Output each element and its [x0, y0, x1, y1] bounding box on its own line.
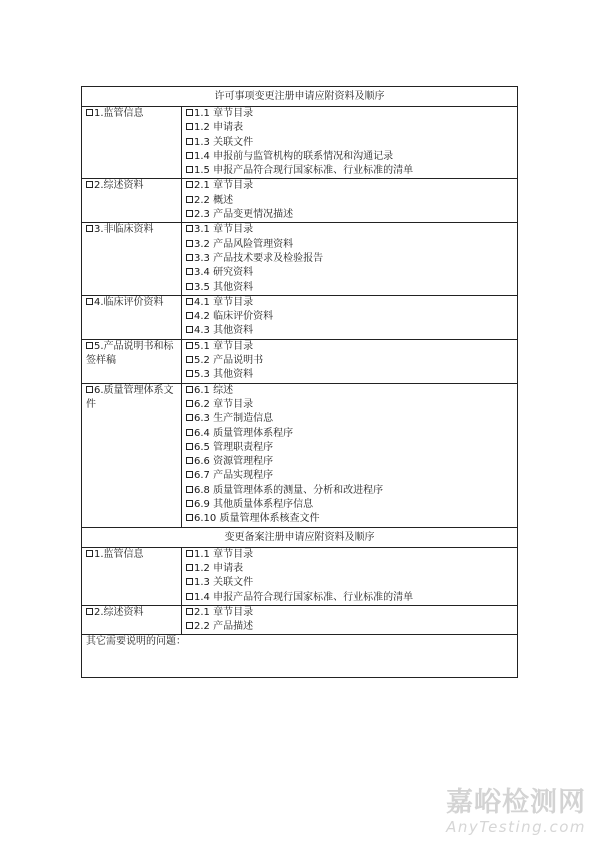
- category-cell: [82, 547, 182, 605]
- checkbox-icon[interactable]: [186, 181, 193, 188]
- checkbox-icon[interactable]: [186, 370, 193, 377]
- checklist-item[interactable]: [186, 548, 513, 562]
- checklist-item-label: 1.2 申请表: [194, 122, 244, 134]
- checklist-item-label: 6.3 生产制造信息: [194, 413, 274, 425]
- checkbox-icon[interactable]: [186, 254, 193, 261]
- checklist-item[interactable]: [186, 223, 513, 237]
- checkbox-icon[interactable]: [86, 298, 93, 305]
- items-cell: [182, 295, 518, 339]
- checkbox-icon[interactable]: [186, 400, 193, 407]
- checklist-item[interactable]: [186, 252, 513, 266]
- checklist-item[interactable]: [186, 136, 513, 150]
- checklist-item-label: 2.1 章节目录: [194, 180, 254, 192]
- checklist-item-label: 5.1 章节目录: [194, 340, 254, 352]
- checklist-item[interactable]: [186, 121, 513, 135]
- category-label: 6.质量管理体系文件: [86, 384, 174, 410]
- category-row: [82, 339, 518, 383]
- checkbox-icon[interactable]: [186, 268, 193, 275]
- checklist-item-label: 1.3 关联文件: [194, 136, 254, 148]
- section-title: 变更备案注册申请应附资料及顺序: [82, 527, 518, 547]
- other-issues-row: [82, 635, 518, 678]
- watermark: [446, 788, 586, 836]
- checkbox-icon[interactable]: [86, 342, 93, 349]
- checkbox-icon[interactable]: [186, 471, 193, 478]
- checklist-item-label: 3.2 产品风险管理资料: [194, 238, 294, 250]
- checklist-item[interactable]: [186, 368, 513, 382]
- checkbox-icon[interactable]: [186, 342, 193, 349]
- checklist-item-label: 5.2 产品说明书: [194, 355, 264, 367]
- checkbox-icon[interactable]: [186, 240, 193, 247]
- category-label: 5.产品说明书和标签样稿: [86, 340, 174, 367]
- checkbox-icon[interactable]: [186, 326, 193, 333]
- checkbox-icon[interactable]: [186, 578, 193, 585]
- checklist-item-label: 1.5 申报产品符合现行国家标准、行业标准的清单: [194, 165, 414, 177]
- checklist-item-label: 6.2 章节目录: [194, 398, 254, 410]
- checklist-item-label: 6.5 管理职责程序: [194, 441, 274, 453]
- category-label: 1.监管信息: [94, 548, 144, 560]
- checklist-item[interactable]: [186, 310, 513, 324]
- checkbox-icon[interactable]: [86, 550, 93, 557]
- checklist-item-label: 1.2 申请表: [194, 562, 244, 574]
- category-label: 4.临床评价资料: [94, 296, 164, 308]
- checklist-item-label: 6.4 质量管理体系程序: [194, 427, 294, 439]
- category-label: 2.综述资料: [94, 180, 144, 192]
- category-row: [82, 383, 518, 527]
- checkbox-icon[interactable]: [186, 429, 193, 436]
- checkbox-icon[interactable]: [186, 457, 193, 464]
- checkbox-icon[interactable]: [186, 414, 193, 421]
- checkbox-icon[interactable]: [186, 550, 193, 557]
- checklist-item[interactable]: [186, 384, 513, 398]
- checklist-item-label: 6.8 质量管理体系的测量、分析和改进程序: [194, 484, 384, 496]
- category-row: [82, 605, 518, 635]
- checklist-item[interactable]: [186, 179, 513, 193]
- checkbox-icon[interactable]: [186, 283, 193, 290]
- checklist-item-label: 3.4 研究资料: [194, 267, 254, 279]
- checkbox-icon[interactable]: [86, 181, 93, 188]
- category-cell: [82, 295, 182, 339]
- checklist-item[interactable]: [186, 398, 513, 412]
- checklist-item-label: 1.3 关联文件: [194, 577, 254, 589]
- checkbox-icon[interactable]: [186, 225, 193, 232]
- checklist-item-label: 6.10 质量管理体系核查文件: [194, 513, 320, 525]
- checkbox-icon[interactable]: [186, 564, 193, 571]
- checkbox-icon[interactable]: [86, 109, 93, 116]
- checkbox-icon[interactable]: [186, 138, 193, 145]
- checklist-item[interactable]: [186, 354, 513, 368]
- checklist-item[interactable]: [186, 498, 513, 512]
- category-row: [82, 547, 518, 605]
- checklist-item-label: 2.1 章节目录: [194, 606, 254, 618]
- checklist-item-label: 2.2 产品描述: [194, 621, 254, 633]
- checkbox-icon[interactable]: [186, 486, 193, 493]
- items-cell: [182, 383, 518, 527]
- checklist-item[interactable]: [186, 324, 513, 338]
- section-header-row: [82, 87, 518, 107]
- other-issues-label: 其它需要说明的问题：: [86, 636, 186, 648]
- checkbox-icon[interactable]: [86, 386, 93, 393]
- checklist-item[interactable]: [186, 620, 513, 634]
- items-cell: [182, 179, 518, 223]
- category-row: [82, 295, 518, 339]
- category-cell: [82, 605, 182, 635]
- checklist-item-label: 6.9 其他质量体系程序信息: [194, 499, 314, 511]
- category-row: [82, 107, 518, 179]
- checklist-item[interactable]: [186, 484, 513, 498]
- items-cell: [182, 339, 518, 383]
- checklist-item[interactable]: [186, 562, 513, 576]
- checkbox-icon[interactable]: [186, 109, 193, 116]
- checklist-item[interactable]: [186, 412, 513, 426]
- checklist-item[interactable]: [186, 606, 513, 620]
- checklist-item[interactable]: [186, 266, 513, 280]
- checkbox-icon[interactable]: [186, 608, 193, 615]
- checklist-item[interactable]: [186, 591, 513, 605]
- checklist-item-label: 6.1 综述: [194, 384, 234, 396]
- checklist-item[interactable]: [186, 208, 513, 222]
- checkbox-icon[interactable]: [186, 443, 193, 450]
- checklist-item[interactable]: [186, 194, 513, 208]
- checklist-item-label: 1.4 申报产品符合现行国家标准、行业标准的清单: [194, 591, 414, 603]
- checklist-item[interactable]: [186, 164, 513, 178]
- section-header-row: [82, 527, 518, 547]
- other-issues-field[interactable]: [82, 635, 518, 678]
- category-label: 3.非临床资料: [94, 224, 154, 236]
- checklist-item-label: 3.1 章节目录: [194, 224, 254, 236]
- checklist-item-label: 1.1 章节目录: [194, 548, 254, 560]
- items-cell: [182, 223, 518, 295]
- checklist-item[interactable]: [186, 441, 513, 455]
- items-cell: [182, 107, 518, 179]
- section-title: 许可事项变更注册申请应附资料及顺序: [82, 87, 518, 107]
- checklist-item-label: 6.6 资源管理程序: [194, 456, 274, 468]
- checklist-item[interactable]: [186, 107, 513, 121]
- checklist-item[interactable]: [186, 455, 513, 469]
- checklist-item-label: 1.1 章节目录: [194, 108, 254, 119]
- checkbox-icon[interactable]: [86, 608, 93, 615]
- category-cell: [82, 107, 182, 179]
- category-label: 1.监管信息: [94, 108, 144, 119]
- checkbox-icon[interactable]: [186, 514, 193, 521]
- category-row: [82, 179, 518, 223]
- checklist-item-label: 4.2 临床评价资料: [194, 311, 274, 323]
- checkbox-icon[interactable]: [186, 196, 193, 203]
- checklist-item-label: 4.3 其他资料: [194, 325, 254, 337]
- category-cell: [82, 383, 182, 527]
- category-cell: [82, 179, 182, 223]
- checklist-item[interactable]: [186, 469, 513, 483]
- checkbox-icon[interactable]: [186, 356, 193, 363]
- checklist-item[interactable]: [186, 512, 513, 526]
- checklist-item[interactable]: [186, 340, 513, 354]
- checklist-item-label: 3.3 产品技术要求及检验报告: [194, 252, 324, 264]
- category-label: 2.综述资料: [94, 606, 144, 618]
- watermark-en: AnyTesting.com: [446, 818, 586, 836]
- checkbox-icon[interactable]: [186, 500, 193, 507]
- checklist-item-label: 1.4 申报前与监管机构的联系情况和沟通记录: [194, 150, 394, 162]
- attachment-checklist-table: [81, 86, 518, 678]
- checklist-item[interactable]: [186, 296, 513, 310]
- checklist-item-label: 5.3 其他资料: [194, 369, 254, 381]
- checkbox-icon[interactable]: [186, 298, 193, 305]
- checkbox-icon[interactable]: [186, 386, 193, 393]
- checklist-item-label: 2.3 产品变更情况描述: [194, 209, 294, 221]
- checklist-item-label: 6.7 产品实现程序: [194, 470, 274, 482]
- checklist-item[interactable]: [186, 150, 513, 164]
- items-cell: [182, 547, 518, 605]
- checklist-item[interactable]: [186, 427, 513, 441]
- checkbox-icon[interactable]: [186, 166, 193, 173]
- checkbox-icon[interactable]: [186, 123, 193, 130]
- category-row: [82, 223, 518, 295]
- checklist-item[interactable]: [186, 238, 513, 252]
- items-cell: [182, 605, 518, 635]
- checklist-item-label: 2.2 概述: [194, 194, 234, 206]
- checkbox-icon[interactable]: [186, 593, 193, 600]
- checkbox-icon[interactable]: [186, 312, 193, 319]
- checklist-item-label: 4.1 章节目录: [194, 296, 254, 308]
- checkbox-icon[interactable]: [86, 225, 93, 232]
- checkbox-icon[interactable]: [186, 210, 193, 217]
- checklist-item[interactable]: [186, 281, 513, 295]
- watermark-cn: 嘉峪检测网: [446, 787, 586, 818]
- category-cell: [82, 223, 182, 295]
- category-cell: [82, 339, 182, 383]
- checkbox-icon[interactable]: [186, 622, 193, 629]
- checklist-item[interactable]: [186, 576, 513, 590]
- checklist-item-label: 3.5 其他资料: [194, 281, 254, 293]
- checkbox-icon[interactable]: [186, 152, 193, 159]
